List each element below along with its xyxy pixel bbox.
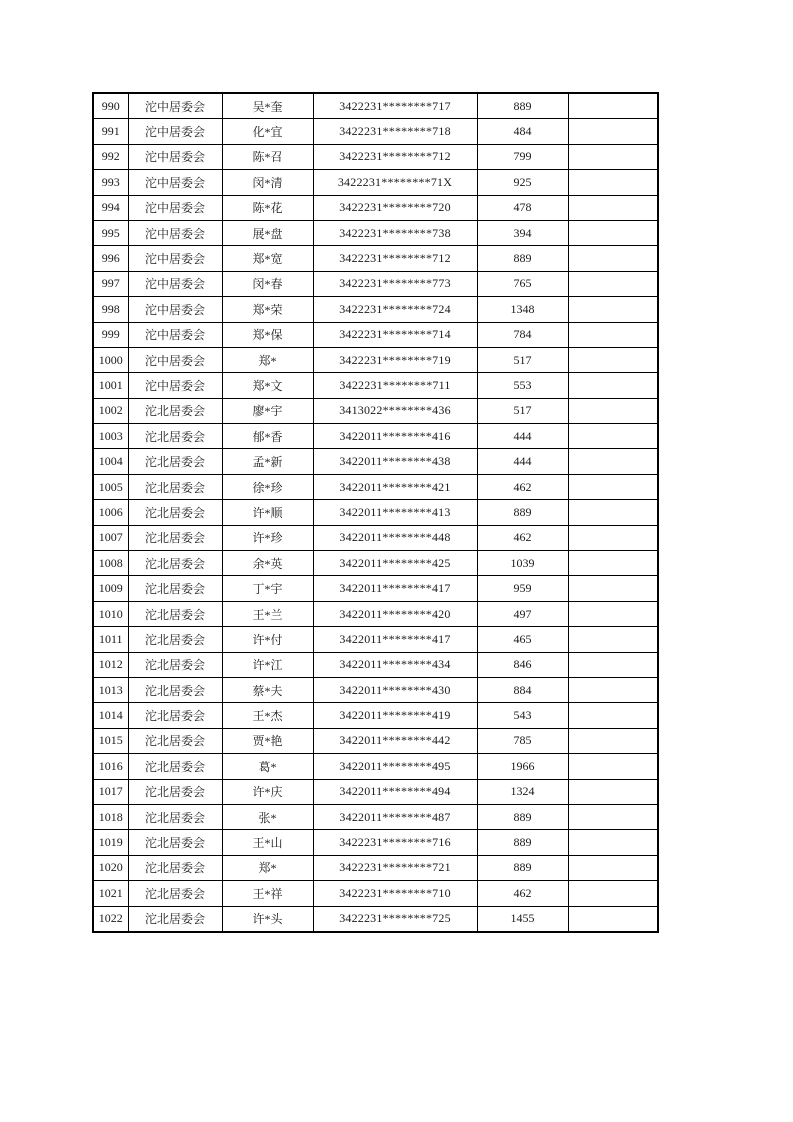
cell-blank: [568, 93, 658, 119]
cell-row-number: 1010: [93, 601, 128, 626]
cell-id-number: 3422011********417: [313, 576, 477, 601]
cell-row-number: 992: [93, 144, 128, 169]
cell-row-number: 1012: [93, 652, 128, 677]
cell-amount: 785: [477, 728, 568, 753]
cell-row-number: 1022: [93, 906, 128, 932]
cell-blank: [568, 754, 658, 779]
cell-person-name: 张*: [222, 804, 313, 829]
table-row: [93, 855, 658, 880]
cell-blank: [568, 677, 658, 702]
cell-committee: 沱中居委会: [128, 144, 222, 169]
cell-person-name: 王*山: [222, 830, 313, 855]
cell-person-name: 贾*艳: [222, 728, 313, 753]
cell-row-number: 996: [93, 246, 128, 271]
table-row: [93, 652, 658, 677]
cell-committee: 沱北居委会: [128, 830, 222, 855]
cell-blank: [568, 119, 658, 144]
cell-row-number: 1001: [93, 373, 128, 398]
cell-amount: 444: [477, 449, 568, 474]
table-row: [93, 779, 658, 804]
cell-id-number: 3422011********487: [313, 804, 477, 829]
cell-row-number: 1007: [93, 525, 128, 550]
table-body: [93, 93, 658, 932]
cell-amount: 959: [477, 576, 568, 601]
cell-person-name: 葛*: [222, 754, 313, 779]
cell-blank: [568, 220, 658, 245]
cell-blank: [568, 322, 658, 347]
table-row: [93, 881, 658, 906]
cell-row-number: 1011: [93, 627, 128, 652]
table-row: [93, 500, 658, 525]
cell-amount: 784: [477, 322, 568, 347]
cell-amount: 925: [477, 170, 568, 195]
cell-amount: 394: [477, 220, 568, 245]
table-row: [93, 525, 658, 550]
cell-blank: [568, 576, 658, 601]
cell-id-number: 3422231********714: [313, 322, 477, 347]
table-row: [93, 601, 658, 626]
cell-row-number: 1015: [93, 728, 128, 753]
table-row: [93, 728, 658, 753]
cell-blank: [568, 728, 658, 753]
table-row: [93, 373, 658, 398]
cell-blank: [568, 170, 658, 195]
cell-committee: 沱中居委会: [128, 246, 222, 271]
cell-amount: 1039: [477, 551, 568, 576]
cell-committee: 沱北居委会: [128, 627, 222, 652]
cell-blank: [568, 144, 658, 169]
cell-committee: 沱北居委会: [128, 906, 222, 932]
cell-committee: 沱中居委会: [128, 322, 222, 347]
cell-committee: 沱北居委会: [128, 449, 222, 474]
cell-blank: [568, 601, 658, 626]
cell-id-number: 3422231********710: [313, 881, 477, 906]
cell-person-name: 余*英: [222, 551, 313, 576]
cell-id-number: 3422011********448: [313, 525, 477, 550]
cell-id-number: 3422011********425: [313, 551, 477, 576]
cell-row-number: 1021: [93, 881, 128, 906]
table-row: [93, 424, 658, 449]
cell-blank: [568, 500, 658, 525]
table-row: [93, 93, 658, 119]
table-row: [93, 703, 658, 728]
cell-person-name: 许*付: [222, 627, 313, 652]
cell-blank: [568, 855, 658, 880]
table-row: [93, 804, 658, 829]
cell-amount: 478: [477, 195, 568, 220]
cell-id-number: 3422231********717: [313, 93, 477, 119]
cell-person-name: 王*杰: [222, 703, 313, 728]
cell-person-name: 王*兰: [222, 601, 313, 626]
cell-row-number: 1016: [93, 754, 128, 779]
cell-amount: 553: [477, 373, 568, 398]
cell-amount: 484: [477, 119, 568, 144]
table-row: [93, 220, 658, 245]
cell-id-number: 3422231********720: [313, 195, 477, 220]
cell-committee: 沱中居委会: [128, 373, 222, 398]
cell-committee: 沱北居委会: [128, 754, 222, 779]
table-row: [93, 474, 658, 499]
cell-id-number: 3422011********442: [313, 728, 477, 753]
cell-id-number: 3422231********712: [313, 246, 477, 271]
cell-blank: [568, 779, 658, 804]
cell-committee: 沱北居委会: [128, 576, 222, 601]
cell-row-number: 1000: [93, 347, 128, 372]
cell-id-number: 3422011********419: [313, 703, 477, 728]
cell-row-number: 1018: [93, 804, 128, 829]
cell-person-name: 丁*宇: [222, 576, 313, 601]
table-row: [93, 170, 658, 195]
cell-amount: 889: [477, 246, 568, 271]
cell-id-number: 3422011********434: [313, 652, 477, 677]
cell-committee: 沱北居委会: [128, 424, 222, 449]
cell-blank: [568, 297, 658, 322]
cell-id-number: 3413022********436: [313, 398, 477, 423]
cell-person-name: 许*顺: [222, 500, 313, 525]
cell-amount: 462: [477, 525, 568, 550]
cell-id-number: 3422011********417: [313, 627, 477, 652]
cell-committee: 沱中居委会: [128, 195, 222, 220]
cell-person-name: 吴*奎: [222, 93, 313, 119]
cell-committee: 沱中居委会: [128, 347, 222, 372]
cell-person-name: 郑*: [222, 347, 313, 372]
table-row: [93, 677, 658, 702]
cell-row-number: 990: [93, 93, 128, 119]
cell-committee: 沱中居委会: [128, 271, 222, 296]
cell-committee: 沱北居委会: [128, 677, 222, 702]
cell-id-number: 3422011********495: [313, 754, 477, 779]
cell-blank: [568, 652, 658, 677]
cell-committee: 沱北居委会: [128, 500, 222, 525]
cell-blank: [568, 906, 658, 932]
cell-row-number: 1020: [93, 855, 128, 880]
cell-person-name: 闵*春: [222, 271, 313, 296]
cell-committee: 沱北居委会: [128, 398, 222, 423]
cell-blank: [568, 195, 658, 220]
cell-id-number: 3422011********420: [313, 601, 477, 626]
cell-amount: 889: [477, 500, 568, 525]
cell-row-number: 1013: [93, 677, 128, 702]
cell-id-number: 3422231********738: [313, 220, 477, 245]
cell-row-number: 1006: [93, 500, 128, 525]
cell-id-number: 3422011********430: [313, 677, 477, 702]
cell-committee: 沱北居委会: [128, 703, 222, 728]
cell-blank: [568, 551, 658, 576]
cell-person-name: 化*宜: [222, 119, 313, 144]
cell-amount: 889: [477, 804, 568, 829]
cell-blank: [568, 474, 658, 499]
table-row: [93, 627, 658, 652]
cell-row-number: 999: [93, 322, 128, 347]
cell-person-name: 郑*保: [222, 322, 313, 347]
cell-person-name: 蔡*夫: [222, 677, 313, 702]
cell-person-name: 陈*召: [222, 144, 313, 169]
cell-person-name: 闵*清: [222, 170, 313, 195]
cell-amount: 889: [477, 93, 568, 119]
cell-amount: 465: [477, 627, 568, 652]
cell-id-number: 3422231********71X: [313, 170, 477, 195]
cell-row-number: 1019: [93, 830, 128, 855]
table-row: [93, 322, 658, 347]
table-row: [93, 119, 658, 144]
table-row: [93, 297, 658, 322]
table-row: [93, 551, 658, 576]
cell-committee: 沱中居委会: [128, 297, 222, 322]
cell-row-number: 997: [93, 271, 128, 296]
cell-person-name: 许*头: [222, 906, 313, 932]
cell-committee: 沱中居委会: [128, 119, 222, 144]
cell-amount: 497: [477, 601, 568, 626]
cell-row-number: 1014: [93, 703, 128, 728]
cell-amount: 543: [477, 703, 568, 728]
cell-amount: 517: [477, 398, 568, 423]
cell-id-number: 3422011********421: [313, 474, 477, 499]
cell-id-number: 3422231********712: [313, 144, 477, 169]
cell-person-name: 徐*珍: [222, 474, 313, 499]
cell-person-name: 廖*宇: [222, 398, 313, 423]
cell-blank: [568, 830, 658, 855]
cell-blank: [568, 881, 658, 906]
cell-committee: 沱中居委会: [128, 170, 222, 195]
cell-amount: 889: [477, 855, 568, 880]
table-row: [93, 398, 658, 423]
cell-committee: 沱北居委会: [128, 601, 222, 626]
cell-id-number: 3422231********716: [313, 830, 477, 855]
cell-person-name: 许*珍: [222, 525, 313, 550]
cell-id-number: 3422011********413: [313, 500, 477, 525]
cell-person-name: 许*江: [222, 652, 313, 677]
cell-committee: 沱北居委会: [128, 474, 222, 499]
cell-person-name: 陈*花: [222, 195, 313, 220]
cell-amount: 889: [477, 830, 568, 855]
cell-row-number: 1008: [93, 551, 128, 576]
cell-blank: [568, 525, 658, 550]
table-row: [93, 830, 658, 855]
cell-id-number: 3422231********718: [313, 119, 477, 144]
cell-committee: 沱北居委会: [128, 881, 222, 906]
cell-row-number: 1017: [93, 779, 128, 804]
table-row: [93, 144, 658, 169]
cell-row-number: 995: [93, 220, 128, 245]
cell-person-name: 郑*文: [222, 373, 313, 398]
cell-person-name: 郑*宽: [222, 246, 313, 271]
cell-committee: 沱北居委会: [128, 652, 222, 677]
cell-person-name: 展*盘: [222, 220, 313, 245]
cell-amount: 462: [477, 474, 568, 499]
table-row: [93, 195, 658, 220]
cell-amount: 444: [477, 424, 568, 449]
cell-blank: [568, 804, 658, 829]
cell-person-name: 王*祥: [222, 881, 313, 906]
cell-id-number: 3422011********416: [313, 424, 477, 449]
cell-row-number: 1003: [93, 424, 128, 449]
cell-row-number: 994: [93, 195, 128, 220]
cell-person-name: 郁*香: [222, 424, 313, 449]
cell-id-number: 3422231********773: [313, 271, 477, 296]
table-row: [93, 906, 658, 932]
cell-committee: 沱北居委会: [128, 728, 222, 753]
cell-amount: 1966: [477, 754, 568, 779]
table-row: [93, 347, 658, 372]
cell-committee: 沱北居委会: [128, 551, 222, 576]
cell-amount: 462: [477, 881, 568, 906]
cell-row-number: 1009: [93, 576, 128, 601]
cell-amount: 1324: [477, 779, 568, 804]
cell-id-number: 3422231********719: [313, 347, 477, 372]
cell-blank: [568, 449, 658, 474]
data-table: [92, 92, 659, 933]
cell-blank: [568, 424, 658, 449]
cell-id-number: 3422231********725: [313, 906, 477, 932]
cell-committee: 沱北居委会: [128, 525, 222, 550]
cell-blank: [568, 703, 658, 728]
cell-blank: [568, 373, 658, 398]
cell-id-number: 3422011********494: [313, 779, 477, 804]
cell-amount: 517: [477, 347, 568, 372]
cell-blank: [568, 246, 658, 271]
cell-amount: 1348: [477, 297, 568, 322]
cell-person-name: 郑*: [222, 855, 313, 880]
table-row: [93, 246, 658, 271]
cell-id-number: 3422231********711: [313, 373, 477, 398]
cell-committee: 沱中居委会: [128, 93, 222, 119]
cell-amount: 884: [477, 677, 568, 702]
cell-id-number: 3422231********724: [313, 297, 477, 322]
cell-amount: 1455: [477, 906, 568, 932]
table-row: [93, 449, 658, 474]
cell-amount: 765: [477, 271, 568, 296]
cell-blank: [568, 398, 658, 423]
cell-blank: [568, 627, 658, 652]
cell-blank: [568, 271, 658, 296]
cell-id-number: 3422231********721: [313, 855, 477, 880]
cell-row-number: 998: [93, 297, 128, 322]
cell-row-number: 1005: [93, 474, 128, 499]
cell-amount: 846: [477, 652, 568, 677]
cell-committee: 沱中居委会: [128, 220, 222, 245]
cell-row-number: 991: [93, 119, 128, 144]
table-row: [93, 754, 658, 779]
cell-person-name: 许*庆: [222, 779, 313, 804]
table-row: [93, 271, 658, 296]
cell-id-number: 3422011********438: [313, 449, 477, 474]
cell-row-number: 1002: [93, 398, 128, 423]
cell-committee: 沱北居委会: [128, 804, 222, 829]
cell-person-name: 孟*新: [222, 449, 313, 474]
cell-amount: 799: [477, 144, 568, 169]
cell-committee: 沱北居委会: [128, 855, 222, 880]
table-row: [93, 576, 658, 601]
cell-person-name: 郑*荣: [222, 297, 313, 322]
cell-committee: 沱北居委会: [128, 779, 222, 804]
cell-row-number: 1004: [93, 449, 128, 474]
cell-blank: [568, 347, 658, 372]
cell-row-number: 993: [93, 170, 128, 195]
